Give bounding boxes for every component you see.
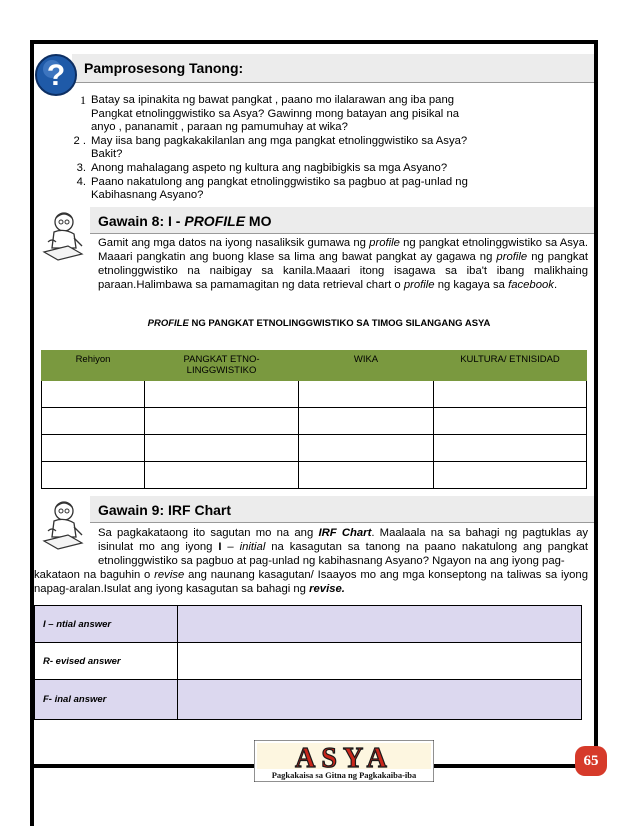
table-cell[interactable] [145, 381, 299, 408]
table-cell[interactable] [42, 381, 145, 408]
question-item: 1 Batay sa ipinakita ng bawat pangkat , paano mo ilalarawan ang iba pang Pangkat etnolinggwistiko sa Asya? Gawinng mong batayan ang pisikal na anyo , pananamit , paraan ng pamumuhay at wika? [80, 93, 460, 134]
table-cell[interactable] [299, 408, 434, 435]
table-cell[interactable] [145, 408, 299, 435]
table-cell[interactable] [434, 381, 587, 408]
table-cell[interactable] [434, 435, 587, 462]
table-row [42, 381, 587, 408]
svg-text:Pagkakaisa sa Gitna ng Pagkaka: Pagkakaisa sa Gitna ng Pagkakaiba-iba [271, 770, 417, 780]
table-cell[interactable] [42, 408, 145, 435]
table-row [42, 408, 587, 435]
irf-label-final: F- inal answer [35, 680, 178, 720]
table-cell[interactable] [434, 462, 587, 489]
irf-answer-final[interactable] [178, 680, 582, 720]
table-row [35, 643, 582, 680]
question-mark-icon [34, 53, 78, 97]
table-cell[interactable] [145, 462, 299, 489]
question-item: 2 . May iisa bang pagkakakilanlan ang mga pangkat etnolinggwistiko sa Asya? Bakit? [73, 134, 468, 161]
gawain9-instructions-a: Sa pagkakataong ito sagutan mo na ang IRF Chart. Maalaala na sa bahagi ng pagtuklas ay isinulat mo ang iyong I – initial na kasagutan sa tanong na paano nakatulong ang pangkat etnolinggwistiko sa pagbuo at pag-unlad ng kabihasnang Asyano? Ngayon na ang iyong pag- [98, 527, 588, 568]
profile-table-caption: PROFILE NG PANGKAT ETNOLINGGWISTIKO SA TIMOG SILANGANG ASYA [147, 318, 491, 329]
irf-answer-initial[interactable] [178, 606, 582, 643]
table-cell[interactable] [434, 408, 587, 435]
table-row [42, 462, 587, 489]
asya-logo [254, 740, 434, 782]
guide-questions-list [56, 94, 556, 203]
profile-table-header-row [42, 351, 587, 381]
table-cell[interactable] [42, 462, 145, 489]
table-cell[interactable] [145, 435, 299, 462]
student-writing-icon [38, 497, 88, 551]
table-row [35, 680, 582, 720]
page-number-badge: 65 [575, 746, 607, 776]
table-cell[interactable] [42, 435, 145, 462]
col-header-rehiyon: Rehiyon [42, 351, 145, 381]
col-header-kultura: KULTURA/ ETNISIDAD [434, 351, 587, 381]
gawain9-title: Gawain 9: IRF Chart [98, 502, 232, 518]
gawain9-instructions-b: kakataon na baguhin o revise ang naunang kasagutan/ Isaayos mo ang mga konseptong na taliwas sa iyong napag-aralan.Isulat ang iyong kasagutan sa bahagi ng revise. [34, 569, 588, 596]
col-header-wika: WIKA [299, 351, 434, 381]
svg-text:ASYA: ASYA [295, 743, 393, 774]
profile-table [41, 350, 587, 489]
table-cell[interactable] [299, 462, 434, 489]
page-frame-top [30, 40, 596, 44]
page-frame-right [594, 40, 598, 766]
table-row [42, 435, 587, 462]
gawain8-title: Gawain 8: I - PROFILE MO [98, 213, 272, 229]
irf-label-revised: R- evised answer [35, 643, 178, 680]
question-item: 4. Paano nakatulong ang pangkat etnolinggwistiko sa pagbuo at pag-unlad ng Kabihasnang Asyano? [76, 175, 468, 202]
table-cell[interactable] [299, 381, 434, 408]
gawain8-instructions: Gamit ang mga datos na iyong nasaliksik gumawa ng profile ng pangkat etnolinggwistiko sa Asya. Maaari pangkatin ang buong klase sa lima ang bawat pangkat ay gagawa ng profile ng pangkat etnolinggwistiko na naibigay sa kanila.Maaari itong isagawa sa iba't ibang malikhaing paraan.Halimbawa sa pamamagitan ng data retrieval chart o profile ng kagaya sa facebook. [98, 237, 589, 292]
question-item: 3. Anong mahalagang aspeto ng kultura ang nagbibigkis sa mga Asyano? [76, 161, 448, 174]
guide-questions-title: Pamprosesong Tanong: [84, 60, 244, 76]
svg-text:?: ? [46, 59, 66, 92]
irf-answer-revised[interactable] [178, 643, 582, 680]
irf-label-initial: I – ntial answer [35, 606, 178, 643]
table-row [35, 606, 582, 643]
student-writing-icon [38, 208, 88, 262]
irf-chart-table [34, 605, 582, 720]
col-header-pangkat: PANGKAT ETNO-LINGGWISTIKO [145, 351, 299, 381]
table-cell[interactable] [299, 435, 434, 462]
